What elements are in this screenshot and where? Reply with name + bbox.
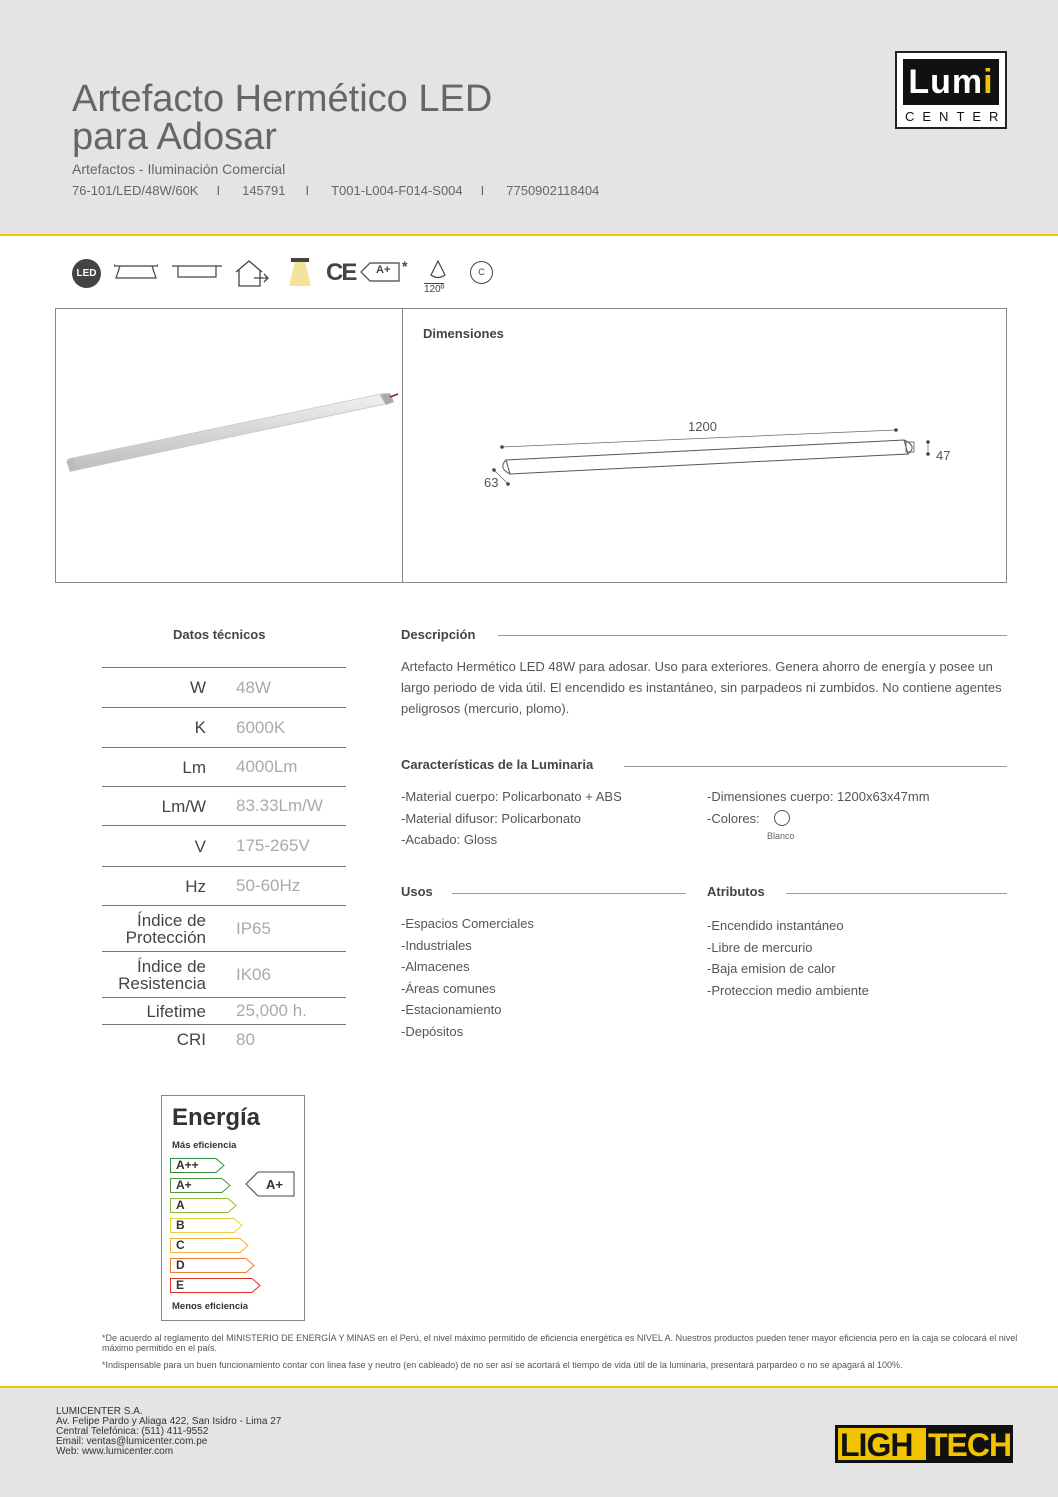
features-right-list (707, 786, 930, 829)
product-image-box (55, 308, 1007, 583)
footnote-wiring: *Indispensable para un buen funcionamiento contar con linea fase y neutro (en cableado) de no ser así se acortará el tiempo de vida útil de la luminaria, presentará parpardeo o no se apagará al 100%. (102, 1360, 903, 1370)
table-row: CRI 80 (102, 1024, 346, 1054)
more-efficiency-label: Más eficiencia (172, 1140, 237, 1151)
beam-angle-icon (428, 260, 448, 282)
list-item: -Libre de mercurio (707, 939, 813, 955)
energy-class-d: D (176, 1258, 185, 1272)
product-codes (72, 183, 599, 198)
led-icon: LED (72, 259, 101, 288)
list-item: -Espacios Comerciales (401, 916, 534, 931)
description-text: Artefacto Hermético LED 48W para adosar. Uso para exteriores. Genera ahorro de energía y posee un largo periodo de vida útil. El encendido es instantáneo, sin parpadeos ni zumbidos. No contiene agentes peligrosos (mercurio, plomo). (401, 659, 1002, 716)
attributes-rule (786, 893, 1007, 894)
uses-title: Usos (401, 884, 433, 899)
features-left-list (401, 786, 622, 851)
features-rule (624, 766, 1007, 767)
lamp-icon (287, 258, 313, 288)
color-swatch (774, 810, 790, 826)
lumicenter-logo: Lumi CENTER (895, 51, 1007, 129)
surface-icon (172, 264, 222, 280)
table-row: Lm 4000Lm (102, 747, 346, 786)
tech-data-table (102, 667, 346, 1054)
recessed-icon (114, 264, 158, 280)
energy-rating: A+ (266, 1177, 283, 1192)
list-item: -Baja emision de calor (707, 961, 836, 976)
list-item: -Áreas comunes (401, 980, 496, 996)
dimension-length: 1200 (688, 419, 717, 434)
product-title: Artefacto Hermético LED para Adosar (72, 78, 493, 158)
list-item: -Estacionamiento (401, 1002, 502, 1017)
energy-class-a-plus: A+ (176, 1178, 192, 1192)
list-item: -Material cuerpo: Policarbonato + ABS (401, 789, 622, 804)
list-item: -Industriales (401, 937, 472, 953)
product-code: 76-101/LED/48W/60K (72, 183, 199, 198)
company-address: LUMICENTER S.A. Av. Felipe Pardo y Aliaga 422, San Isidro - Lima 27 Central Telefónica: (511) 411-9552 Email: ventas@lumicenter.com.pe Web: www.lumicenter.com (56, 1406, 282, 1457)
list-item: -Proteccion medio ambiente (707, 982, 869, 998)
table-row: V 175-265V (102, 825, 346, 866)
list-item: -Almacenes (401, 959, 470, 974)
dimension-height: 47 (936, 448, 951, 463)
dimension-width: 63 (484, 475, 499, 490)
code-separator: I (216, 183, 221, 198)
uses-rule (452, 893, 686, 894)
attributes-list (707, 915, 869, 1001)
table-row: Hz 50-60Hz (102, 866, 346, 905)
list-item: -Acabado: Gloss (401, 832, 498, 847)
list-item: -Material difusor: Policarbonato (401, 810, 581, 826)
table-row: Lifetime 25,000 h. (102, 997, 346, 1024)
code-separator: I (480, 183, 485, 198)
list-item: -Depósitos (401, 1023, 464, 1039)
box-divider (402, 309, 403, 582)
product-photo (64, 389, 404, 489)
energy-class-b: B (176, 1218, 185, 1232)
c-icon: C (470, 261, 493, 284)
tech-data-title: Datos técnicos (173, 627, 266, 642)
energy-class-label: A+ (376, 264, 391, 276)
description-title: Descripción (401, 627, 476, 642)
attributes-title: Atributos (707, 884, 765, 899)
energy-label (161, 1095, 305, 1321)
energy-class-a: A (176, 1198, 185, 1212)
energy-class-c: C (176, 1238, 185, 1252)
ce-icon: CE (326, 259, 356, 286)
energy-class-a-plus-plus: A++ (176, 1158, 199, 1172)
dimensions-title: Dimensiones (423, 326, 504, 341)
table-row: K 6000K (102, 707, 346, 747)
color-label: Blanco (767, 831, 795, 841)
product-code: 145791 (242, 183, 286, 198)
product-category: Artefactos - Iluminación Comercial (72, 161, 286, 177)
footnote-energy: *De acuerdo al reglamento del MINISTERIO DE ENERGÍA Y MINAS en el Perú, el nivel máximo permitido de eficiencia energética es NIVEL A. Nuestros productos pueden tener mayor eficiencia pero en la caja se colocará el nivel máximo permitido en el país. (102, 1333, 1018, 1353)
description-rule (498, 635, 1007, 636)
feature-icons (72, 256, 512, 296)
energy-title: Energía (172, 1104, 261, 1131)
product-code: 7750902118404 (506, 183, 600, 198)
outdoor-icon (234, 258, 274, 288)
energy-class-mark: * (402, 258, 408, 274)
features-title: Características de la Luminaria (401, 757, 594, 772)
table-row: Lm/W 83.33Lm/W (102, 786, 346, 825)
table-row: W 48W (102, 667, 346, 707)
uses-list (401, 913, 534, 1042)
table-row: Índice de Resistencia IK06 (102, 951, 346, 997)
code-separator: I (305, 183, 310, 198)
table-row: Índice de Protección IP65 (102, 905, 346, 951)
less-efficiency-label: Menos eficiencia (172, 1301, 249, 1312)
list-item: -Dimensiones cuerpo: 1200x63x47mm (707, 789, 930, 804)
beam-angle-label: 120º (424, 284, 445, 295)
energy-class-e: E (176, 1278, 185, 1292)
list-item: -Colores: (707, 810, 760, 826)
list-item: -Encendido instantáneo (707, 918, 844, 933)
product-code: T001-L004-F014-S004 (331, 183, 463, 198)
lightech-logo: LIGH TECH (835, 1425, 1013, 1463)
